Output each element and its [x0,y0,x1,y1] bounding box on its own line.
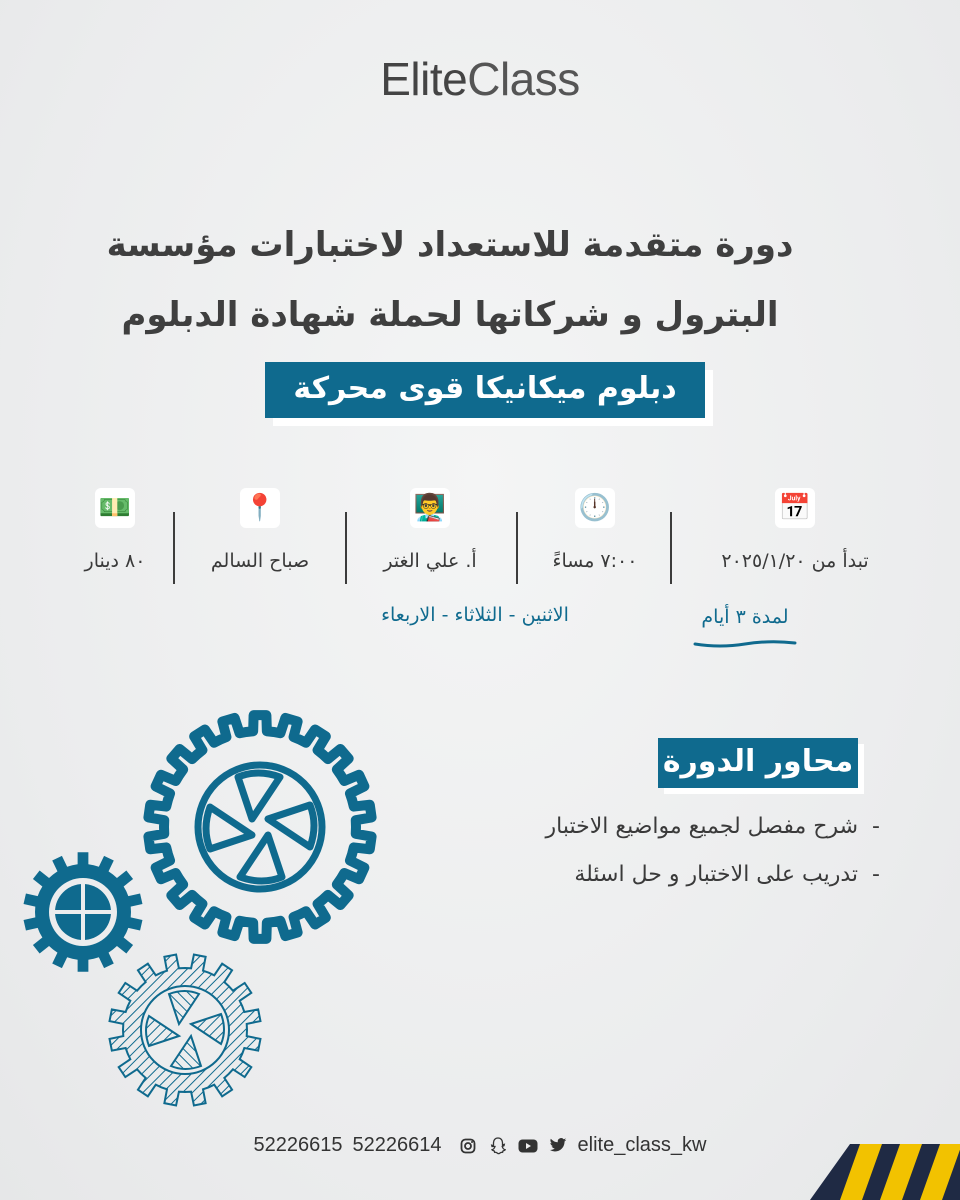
hatched-gear-icon [105,950,265,1110]
info-price [60,488,170,588]
duration-text: لمدة ٣ أيام [701,606,789,628]
headline-line-2: البترول و شركاتها لحملة شهادة الدبلوم [121,295,779,335]
info-divider [670,512,672,584]
headline-line-1: دورة متقدمة للاستعداد لاختبارات مؤسسة [106,225,794,265]
topic-item-text: تدريب على الاختبار و حل اسئلة [574,862,859,887]
twitter-icon[interactable] [548,1136,568,1156]
large-gear-icon [140,705,380,950]
duration-underline [690,636,800,650]
snapchat-icon[interactable] [488,1136,508,1156]
gear-spoke [238,773,280,819]
course-name-text: دبلوم ميكانيكا قوى محركة [293,371,677,406]
info-divider [173,512,175,584]
info-start-date [700,488,890,588]
start-date-text: تبدأ من ٢٠٢٥/١/٢٠ [721,550,869,572]
money-icon: 💵 [95,488,135,528]
gear-outline [148,715,371,939]
calendar-icon: 📅 [775,488,815,528]
brand-logo-class: Class [467,53,580,105]
brand-logo [0,52,960,106]
social-handle[interactable]: elite_class_kw [577,1134,707,1156]
teacher-icon: 👨‍🏫 [410,488,450,528]
course-name-badge [265,362,705,418]
instagram-icon[interactable] [458,1136,478,1156]
clock-icon: 🕛 [575,488,615,528]
info-instructor [350,488,510,588]
price-text: ٨٠ دينار [84,550,146,572]
topic-item: - شرح مفصل لجميع مواضيع الاختبار [545,814,880,839]
youtube-icon[interactable] [518,1136,538,1156]
phone-number[interactable]: 52226615 [253,1134,343,1156]
topic-item-text: شرح مفصل لجميع مواضيع الاختبار [545,814,859,839]
gear-spoke [268,805,314,847]
info-location [180,488,340,588]
topic-item: - تدريب على الاختبار و حل اسئلة [574,862,880,887]
info-divider [516,512,518,584]
gear-spoke [240,835,282,881]
section-title: محاور الدورة [662,744,854,779]
brand-logo-elite: Elite [380,53,468,105]
pin-icon: 📍 [240,488,280,528]
gear-spoke [206,807,252,849]
decorative-stripes [810,1144,960,1200]
instructor-text: أ. علي الغتر [383,550,477,572]
days-text: الاثنين - الثلاثاء - الاربعاء [381,604,569,626]
phone-number[interactable]: 52226614 [352,1134,442,1156]
time-text: ٧:٠٠ مساءً [552,550,638,572]
info-divider [345,512,347,584]
info-time [525,488,665,588]
section-title-badge [658,738,858,788]
location-text: صباح السالم [210,550,310,572]
